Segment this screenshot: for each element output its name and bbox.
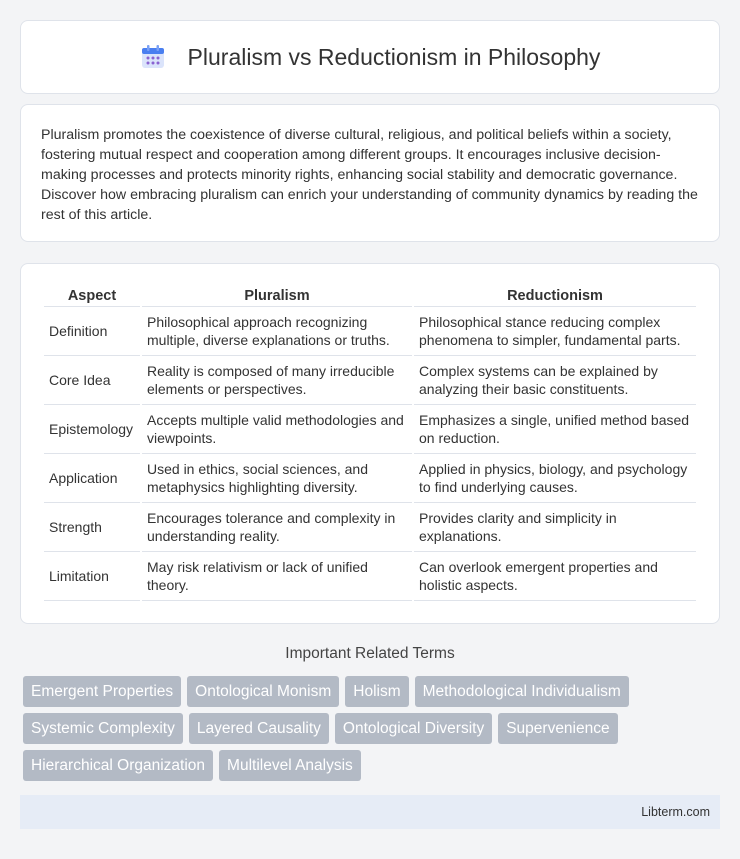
related-term-tag[interactable]: Ontological Diversity xyxy=(335,713,492,744)
reductionism-cell: Applied in physics, biology, and psychology to find underlying causes. xyxy=(414,454,696,503)
pluralism-cell: May risk relativism or lack of unified theory. xyxy=(142,552,412,601)
aspect-cell: Definition xyxy=(44,307,140,356)
related-terms-list xyxy=(23,676,723,787)
table-header-row xyxy=(44,284,696,307)
footer-site-link[interactable]: Libterm.com xyxy=(641,805,710,819)
aspect-cell: Application xyxy=(44,454,140,503)
column-header: Pluralism xyxy=(142,284,412,307)
intro-text: Pluralism promotes the coexistence of diverse cultural, religious, and political beliefs within a society, fostering mutual respect and cooperation among different groups. It encourages inclusive decision-making processes and protects minority rights, enhancing social stability and democratic governance. Discover how embracing pluralism can enrich your understanding of community dynamics by reading the rest of this article. xyxy=(41,127,698,223)
table-row xyxy=(44,503,696,552)
comparison-table xyxy=(42,284,698,601)
pluralism-cell: Philosophical approach recognizing multiple, diverse explanations or truths. xyxy=(142,307,412,356)
table-row xyxy=(44,307,696,356)
table-row xyxy=(44,454,696,503)
page-title: Pluralism vs Reductionism in Philosophy xyxy=(187,43,601,70)
column-header: Aspect xyxy=(44,284,140,307)
related-term-tag[interactable]: Emergent Properties xyxy=(23,676,181,707)
related-term-tag[interactable]: Layered Causality xyxy=(189,713,329,744)
related-term-tag[interactable]: Hierarchical Organization xyxy=(23,750,213,781)
aspect-cell: Epistemology xyxy=(44,405,140,454)
pluralism-cell: Reality is composed of many irreducible elements or perspectives. xyxy=(142,356,412,405)
related-term-tag[interactable]: Methodological Individualism xyxy=(415,676,629,707)
table-row xyxy=(44,405,696,454)
related-term-tag[interactable]: Ontological Monism xyxy=(187,676,339,707)
aspect-cell: Strength xyxy=(44,503,140,552)
reductionism-cell: Can overlook emergent properties and holistic aspects. xyxy=(414,552,696,601)
related-term-tag[interactable]: Multilevel Analysis xyxy=(219,750,361,781)
calendar-icon xyxy=(140,44,166,70)
header-card xyxy=(20,20,720,94)
pluralism-cell: Used in ethics, social sciences, and metaphysics highlighting diversity. xyxy=(142,454,412,503)
related-terms-title: Important Related Terms xyxy=(285,645,455,662)
column-header: Reductionism xyxy=(414,284,696,307)
pluralism-cell: Accepts multiple valid methodologies and viewpoints. xyxy=(142,405,412,454)
reductionism-cell: Emphasizes a single, unified method based on reduction. xyxy=(414,405,696,454)
aspect-cell: Limitation xyxy=(44,552,140,601)
reductionism-cell: Philosophical stance reducing complex phenomena to simpler, fundamental parts. xyxy=(414,307,696,356)
related-term-tag[interactable]: Holism xyxy=(345,676,408,707)
reductionism-cell: Provides clarity and simplicity in explanations. xyxy=(414,503,696,552)
related-term-tag[interactable]: Systemic Complexity xyxy=(23,713,183,744)
table-row xyxy=(44,552,696,601)
intro-card xyxy=(20,104,720,242)
aspect-cell: Core Idea xyxy=(44,356,140,405)
related-term-tag[interactable]: Supervenience xyxy=(498,713,617,744)
pluralism-cell: Encourages tolerance and complexity in understanding reality. xyxy=(142,503,412,552)
table-row xyxy=(44,356,696,405)
footer xyxy=(20,795,720,829)
reductionism-cell: Complex systems can be explained by analyzing their basic constituents. xyxy=(414,356,696,405)
comparison-table-card xyxy=(20,263,720,624)
